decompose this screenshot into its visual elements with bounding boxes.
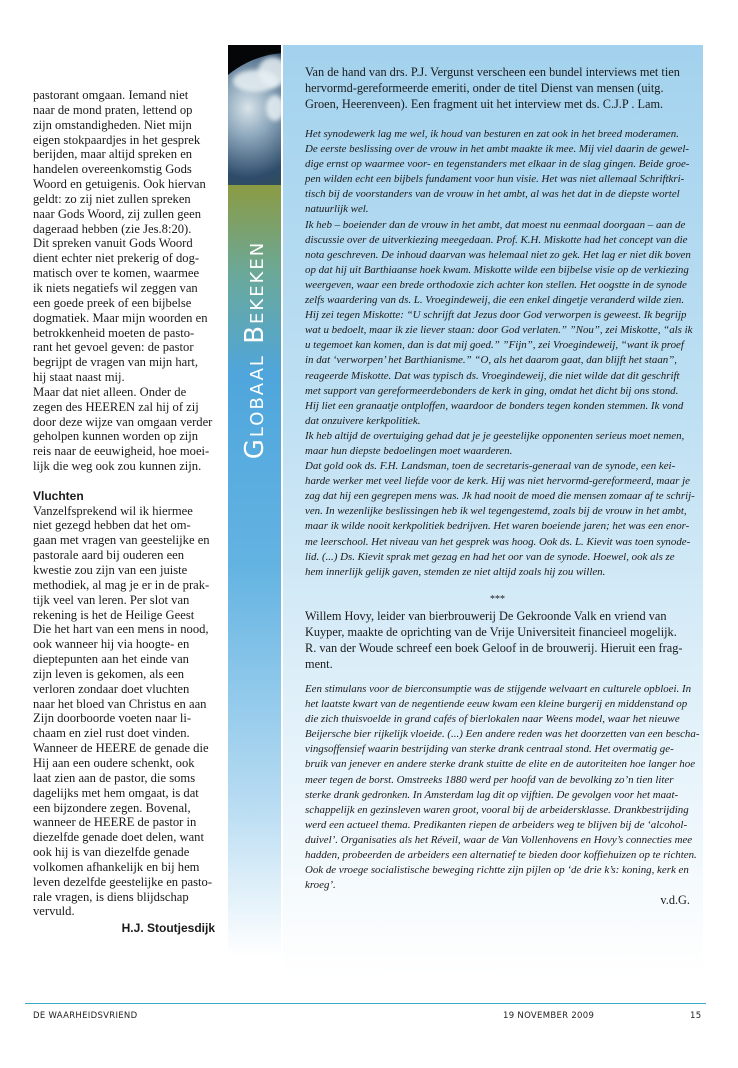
text-line: berijden, maar altijd spreken en [33, 147, 193, 162]
text-line: zijn omstandigheden. Niet mijn [33, 117, 192, 132]
text-line: kroeg’. [305, 879, 336, 892]
left-column [33, 88, 215, 936]
text-line: Ik heb – boeiender dan de vrouw in het ambt, dat moest nu eenmaal doorgaan – aan de [305, 218, 686, 231]
text-line: lid. (...) Ds. Kievit sprak met gezag en had het oor van de synode. Hoewel, ook als ze [305, 550, 675, 563]
quote-paragraph [305, 682, 700, 893]
text-line: Groen, Heerenveen). Een fragment uit het interview met ds. C.J.P . Lam. [305, 97, 664, 111]
text-line: bruik van jenever en andere sterke drank stuitte de elite en de autoriteiten hoe langer hoe [305, 758, 696, 771]
text-line: die zich thuisvoelde in grand cafés of bierlokalen naar Weens model, waar het nieuwe [305, 713, 680, 726]
text-line: leven dezelfde geestelijke en pasto- [33, 874, 213, 889]
text-line: zag dat hij een gegrepen mens was. Jk had nooit de moed die mensen zomaar af te schrij- [305, 490, 695, 503]
text-line: ment. [305, 657, 333, 671]
text-line: verloren zondaar doet vluchten [33, 681, 190, 696]
text-line: handelen overeenkomstig Gods [33, 162, 192, 177]
text-line: R. van der Woude schreef een boek Geloof in de brouwerij. Hieruit een frag- [305, 641, 683, 655]
text-line: rant het gevoel geven: de pastor [33, 340, 194, 355]
text-line: dieptepunten aan het einde van [33, 652, 189, 667]
separator: *** [490, 594, 505, 605]
intro-paragraph [305, 608, 690, 672]
text-line: tisch bij de voorstanders van de vrouw in het ambt, al was het dat in de diepste wortel [305, 188, 680, 201]
text-line: werd een actueel thema. Predikanten riepen de arbeiders weg te blijven bij de ‘alcohol- [305, 818, 688, 831]
text-line: reageerde Miskotte. Dat was typisch ds. Vroegindeweij, die niet wilde dat dit geschrift [305, 369, 680, 382]
text-line: Vanzelfsprekend wil ik hiermee [33, 503, 193, 518]
text-line: diezelfde genade doet delen, want [33, 830, 204, 845]
text-line: geholpen kunnen worden op zijn [33, 429, 199, 444]
text-line: rekening is het de Heilige Geest [33, 607, 195, 622]
text-line: Dit spreken vanuit Gods Woord [33, 236, 193, 251]
text-line: sterke drank gedronken. In Amsterdam lag dit op vijftien. De gevolgen voor het maat- [305, 788, 679, 801]
text-line: Een stimulans voor de bierconsumptie was de stijgende welvaart en culturele opbloei. In [305, 683, 692, 695]
text-line: gaan met vragen van geestelijke en [33, 533, 210, 548]
text-line: Maar dat niet alleen. Onder de [33, 384, 187, 399]
text-line: vervuld. [33, 904, 75, 919]
text-line: harde werker met veel liefde voor de kerk. Hij was niet hervormd-gereformeerd, maar je [305, 475, 690, 488]
text-line: zijn leven is gekomen, als een [33, 666, 185, 681]
text-line: door deze wijze van omgaan verder [33, 414, 213, 429]
text-line: Hij zei tegen Miskotte: “U schrijft dat Jezus door God verworpen is geweest. Ik begrijp [305, 309, 687, 322]
text-line: op dat hij uit Barthiaanse hoek kwam. Miskotte wilde een bijbelse visie op de verkiezing [305, 263, 689, 276]
paragraph [33, 88, 215, 474]
text-line: rale vragen, is diens blijdschap [33, 889, 189, 904]
text-line: met support van gereformeerdebonders de kerk in ging, omdat het dicht bij ons stond. [305, 384, 679, 397]
text-line: naar Gods Woord, zij zullen geen [33, 206, 202, 221]
text-line: Wanneer de HEERE de genade die [33, 741, 209, 756]
page-number: 15 [690, 1011, 702, 1021]
text-line: Van de hand van drs. P.J. Vergunst verscheen een bundel interviews met tien [305, 65, 680, 79]
section-title-text: Globaal Bekeken [239, 240, 270, 460]
text-line: me leerschool. Het niveau van het gesprek was hoog. Ook ds. L. Kievit was toen synode- [305, 535, 691, 548]
text-line: dogmatiek. Maar mijn woorden en [33, 310, 208, 325]
text-line: ik niets negatiefs wil zeggen van [33, 280, 198, 295]
text-line: Ik heb altijd de overtuiging gehad dat je je geestelijke opponenten serieus moet nemen, [305, 429, 685, 442]
quote-paragraph [305, 127, 695, 580]
section-title [228, 185, 281, 515]
text-line: naar de mond praten, lettend op [33, 102, 193, 117]
text-line: zegen des HEEREN zal hij of zij [33, 399, 199, 414]
text-line: chaam en ziel rust doet vinden. [33, 726, 190, 741]
text-line: geldt: zo zij niet zullen spreken [33, 191, 191, 206]
footer-date: 19 NOVEMBER 2009 [503, 1011, 595, 1021]
text-line: naar het bloed van Christus en aan [33, 696, 207, 711]
text-line: reis naar de eeuwigheid, hoe moei- [33, 444, 210, 459]
text-line: een bijzondere zegen. Bovenal, [33, 800, 191, 815]
text-line: maar hun diepste bedoelingen moet waarderen. [305, 444, 513, 457]
text-line: wat u bedoelt, maar ik zie liever staan: door God verlaten.” ”Nou”, zei Miskotte, “als ik [305, 324, 693, 337]
text-line: dageraad hebben (zie Jes.8:20). [33, 221, 192, 236]
author-signature: H.J. Stoutjesdijk [121, 921, 215, 936]
text-line: methodiek, al mag je er in de prak- [33, 577, 210, 592]
footer-rule [25, 1003, 706, 1004]
text-line: schappelijk en gezinsleven waren groot, vooral bij de arbeidersklasse. Drankbestrijding [305, 803, 689, 816]
text-line: begrijpt de vragen van mijn hart, [33, 355, 199, 370]
footer-publication: DE WAARHEIDSVRIEND [33, 1011, 138, 1021]
text-line: pastorant omgaan. Iemand niet [33, 88, 189, 102]
text-line: niet gezegd hebben dat het om- [33, 518, 191, 533]
text-line: De eerste beslissing over de vrouw in het ambt maakte ik mee. Mij viel daarin de gewel- [305, 143, 689, 156]
text-line: Het synodewerk lag me wel, ik houd van besturen en zat ook in het breed moderamen. [305, 128, 679, 140]
intro-paragraph [305, 64, 690, 112]
paragraph-gap [33, 474, 215, 489]
text-line: pastorale aard bij ouderen een [33, 548, 185, 563]
subheading: Vluchten [33, 488, 84, 503]
text-line: kwestie zou zijn van een juiste [33, 563, 188, 577]
text-line: ook wanneer hij via hoogte- en [33, 637, 190, 652]
text-line: maar ik wilde nooit kerkpolitiek bedrijven. Het waren boeiende jaren; het was een enor- [305, 520, 690, 533]
text-line: ven. In wezenlijke beslissingen heb ik wel tegengestemd, zoals bij de vrouw in het ambt, [305, 505, 687, 518]
paragraph [33, 504, 215, 920]
text-line: dige ernst op waarmee voor- en tegenstanders met elkaar in de slag gingen. Beide groe- [305, 158, 690, 171]
text-line: matisch over te komen, waarmee [33, 266, 200, 281]
text-line: Hij liet een granaatje ontploffen, waardoor de bonders tegen konden stemmen. Ik vond [305, 399, 684, 412]
text-line: Ook de vroege socialistische beweging richtte zijn pijlen op ‘de drie k’s: koning, kerk en [305, 864, 689, 877]
text-line: eigen stokpaardjes in het gesprek [33, 132, 201, 147]
text-line: dagelijks met hem omgaat, is dat [33, 785, 199, 800]
text-line: hadden, probeerden de arbeiders een alternatief te bieden door koffiehuizen op te richten. [305, 849, 697, 862]
text-line: Woord en getuigenis. Ook hiervan [33, 177, 206, 192]
text-line: hem innerlijk gelijk gaven, stemden ze niet altijd zoals hij zou willen. [305, 565, 606, 578]
text-line: duivel’. Organisaties als het Réveil, waar de Van Vollenhovens en Hovy’s connecties mee [305, 833, 693, 846]
text-line: Willem Hovy, leider van bierbrouwerij De Gekroonde Valk en vriend van [305, 609, 667, 623]
text-line: dat onzuivere kerkpolitiek. [305, 414, 421, 427]
text-line: pen wilden echt een bijbels fundament voor hun visie. Het was niet allemaal Schriftkri- [305, 173, 685, 186]
text-line: nota geschreven. De inhoud daarvan was helemaal niet zo gek. Het lag er niet dik boven [305, 248, 691, 261]
text-line: betrokkenheid moeten de pasto- [33, 325, 195, 340]
text-line: lijk die weg ook zou kunnen zijn. [33, 459, 202, 474]
text-line: dient echter niet prekerig of dog- [33, 251, 200, 266]
text-line: vingsoffensief waarin bestrijding van sterke drank centraal stond. Het overmatig ge- [305, 743, 674, 756]
cloud-shape [266, 95, 281, 121]
text-line: natuurlijk wel. [305, 203, 369, 216]
text-line: hervormd-gereformeerde emeriti, onder de titel Dienst van mensen (uitg. [305, 81, 664, 95]
cloud-shape [258, 57, 281, 87]
text-line: Dat gold ook ds. F.H. Landsman, toen de secretaris-generaal van de synode, een kei- [305, 460, 676, 473]
text-line: discussie over de uitverkiezing meegedaan. Prof. K.H. Miskotte had het concept van die [305, 233, 688, 246]
text-line: volkomen afhankelijk en bij hem [33, 859, 200, 874]
text-line: zelfs waardering van ds. L. Vroegindeweij, die een enkel dingetje veranderd wilde zien. [305, 294, 685, 307]
text-line: Beijersche bier rijkelijk vloeide. (...) Een andere reden was het doorzetten van een bescha- [305, 728, 700, 741]
text-line: in dat ‘verworpen’ het Barthianisme.” “O, als het daarom gaat, dan blijft het staan”, [305, 354, 677, 367]
text-line: weergeven, waar een brede orthodoxie zich achter kon stellen. Het oogstte in de synode [305, 278, 687, 291]
text-line: u tegemoet kan komen, dan is dat mij goed.” ”Fijn”, zei Vroegindeweij, “want ik proef [305, 339, 684, 352]
earth-image [228, 45, 281, 185]
text-line: Zijn doorboorde voeten naar li- [33, 711, 192, 726]
text-line: Hij aan een oudere schenkt, ook [33, 755, 195, 770]
text-line: Die het hart van een mens in nood, [33, 622, 209, 637]
text-line: het laatste kwart van de negentiende eeuw kwam een kleine burgerij en middenstand op [305, 698, 688, 711]
text-line: Kuyper, maakte de oprichting van de Vrije Universiteit financieel mogelijk. [305, 625, 677, 639]
text-line: laat zien aan de pastor, die soms [33, 770, 196, 785]
text-line: ook hij is van diezelfde genade [33, 845, 190, 860]
text-line: wanneer de HEERE de pastor in [33, 815, 197, 830]
author-initials: v.d.G. [660, 893, 690, 907]
text-line: hij staat naast mij. [33, 370, 125, 385]
text-line: tijk veel van leren. Per slot van [33, 592, 190, 607]
text-line: een goede preek of een bijbelse [33, 295, 192, 310]
text-line: meer tegen de borst. Omstreeks 1880 werd per hoofd van de bevolking zo’n tien liter [305, 773, 674, 786]
